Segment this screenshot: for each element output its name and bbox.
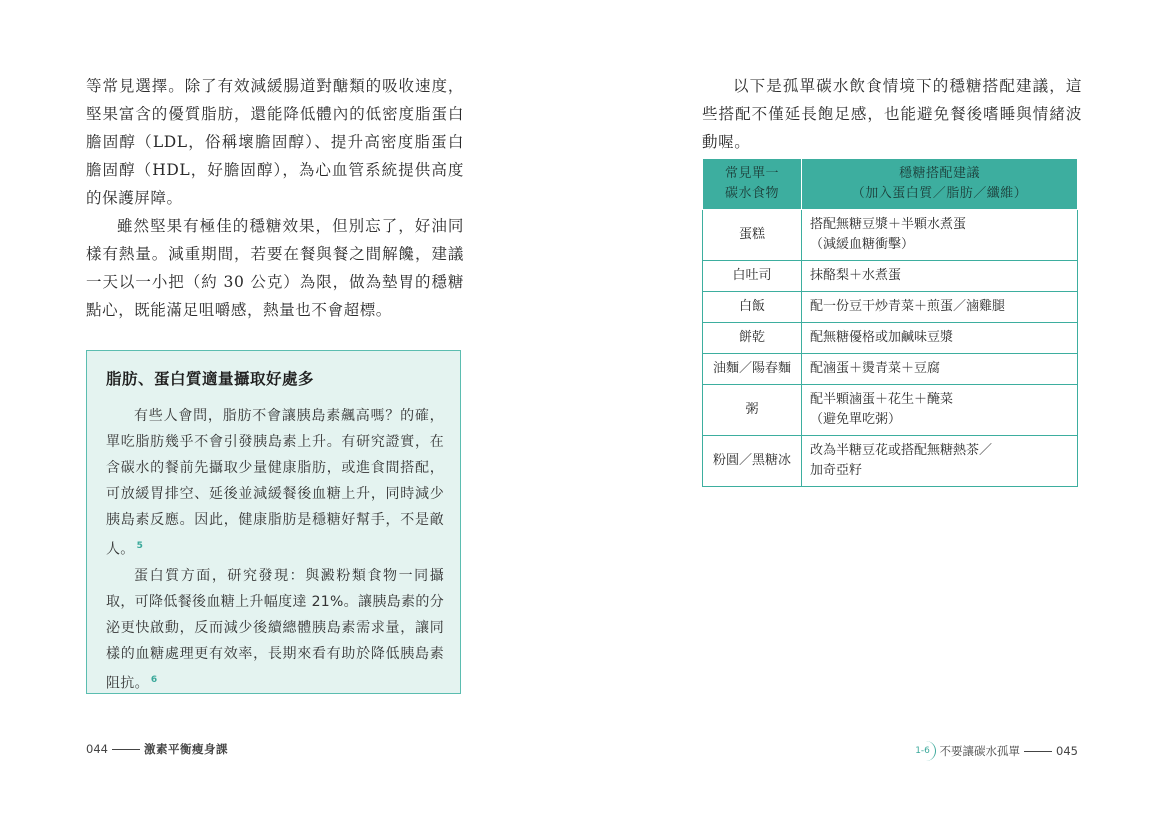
table-row (703, 354, 1078, 385)
box-paragraph (106, 403, 444, 563)
food-cell: 粥 (703, 385, 802, 436)
pairing-line: 配半顆滷蛋＋花生＋醃菜 (810, 392, 954, 407)
pairing-line: 改為半糖豆花或搭配無糖熱茶／ (810, 443, 993, 458)
intro-paragraph: 以下是孤單碳水飲食情境下的穩糖搭配建議，這些搭配不僅延長飽足感，也能避免餐後嗜睡與情緒波動喔。 (702, 77, 1082, 151)
body-paragraph: 等常見選擇。除了有效減緩腸道對醣類的吸收速度，堅果富含的優質脂肪，還能降低體內的低密度脂蛋白膽固醇（LDL，俗稱壞膽固醇）、提升高密度脂蛋白膽固醇（HDL，好膽固醇），為心血管系統提供高度的保護屏障。 (86, 77, 464, 207)
section-title: 不要讓碳水孤單 (939, 744, 1021, 758)
header-line: 常見單一 (724, 166, 779, 181)
table-header-pairing (802, 159, 1078, 210)
page-number: 045 (1056, 744, 1078, 758)
food-cell: 白吐司 (703, 261, 802, 292)
pairing-cell (802, 385, 1078, 436)
box-paragraph-text: 蛋白質方面，研究發現：與澱粉類食物一同攝取，可降低餐後血糖上升幅度達 21%。讓胰島素的分泌更快啟動，反而減少後續總體胰島素需求量，讓同樣的血糖處理更有效率，長期來看有助於降低胰島素阻抗。 (106, 567, 444, 692)
pairing-line: （避免單吃粥） (810, 412, 902, 427)
left-footer (86, 741, 228, 757)
footnote-marker: 5 (136, 541, 144, 551)
pairing-cell (802, 210, 1078, 261)
box-body (106, 403, 444, 696)
pairing-cell (802, 436, 1078, 487)
pairing-cell: 配無糖優格或加鹹味豆漿 (802, 323, 1078, 354)
header-line: 穩糖搭配建議 (898, 166, 980, 181)
pairing-table (702, 158, 1078, 487)
box-title: 脂肪、蛋白質適量攝取好處多 (106, 370, 315, 388)
book-title: 激素平衡瘦身課 (143, 742, 228, 756)
page-number: 044 (86, 742, 108, 756)
right-page (582, 0, 1164, 816)
footer-rule (112, 749, 140, 750)
sidebar-box (86, 350, 461, 694)
box-paragraph (106, 563, 444, 697)
footer-rule (1024, 751, 1052, 752)
right-footer (911, 741, 1078, 761)
food-cell: 餅乾 (703, 323, 802, 354)
chapter-badge: 1-6 (911, 741, 936, 761)
pairing-cell: 配一份豆干炒青菜＋煎蛋／滷雞腿 (802, 292, 1078, 323)
header-line: （加入蛋白質／脂肪／纖維） (851, 186, 1028, 201)
header-line: 碳水食物 (724, 186, 779, 201)
table-row (703, 210, 1078, 261)
body-paragraph: 雖然堅果有極佳的穩糖效果，但別忘了，好油同樣有熱量。減重期間，若要在餐與餐之間解饞，建議一天以一小把（約 30 公克）為限，做為墊胃的穩糖點心，既能滿足咀嚼感，熱量也不會超標。 (86, 217, 464, 319)
table-row (703, 292, 1078, 323)
food-cell: 蛋糕 (703, 210, 802, 261)
food-cell: 油麵／陽春麵 (703, 354, 802, 385)
pairing-cell: 配滷蛋＋燙青菜＋豆腐 (802, 354, 1078, 385)
table-header-food (703, 159, 802, 210)
pairing-cell: 抹酪梨＋水煮蛋 (802, 261, 1078, 292)
food-cell: 白飯 (703, 292, 802, 323)
table-header-row (703, 159, 1078, 210)
food-cell: 粉圓／黑糖冰 (703, 436, 802, 487)
pairing-line: 搭配無糖豆漿＋半顆水煮蛋 (810, 217, 967, 232)
pairing-line: 加奇亞籽 (810, 463, 863, 478)
footnote-marker: 6 (150, 674, 158, 685)
table-row (703, 261, 1078, 292)
table-row (703, 385, 1078, 436)
table-row (703, 436, 1078, 487)
box-paragraph-text: 有些人會問，脂肪不會讓胰島素飆高嗎？的確，單吃脂肪幾乎不會引發胰島素上升。有研究證實，在含碳水的餐前先攝取少量健康脂肪，或進食間搭配，可放緩胃排空、延後並減緩餐後血糖上升，同時減少胰島素反應。因此，健康脂肪是穩糖好幫手，不是敵人。 (106, 408, 444, 558)
pairing-line: （減緩血糖衝擊） (810, 237, 915, 252)
table-row (703, 323, 1078, 354)
